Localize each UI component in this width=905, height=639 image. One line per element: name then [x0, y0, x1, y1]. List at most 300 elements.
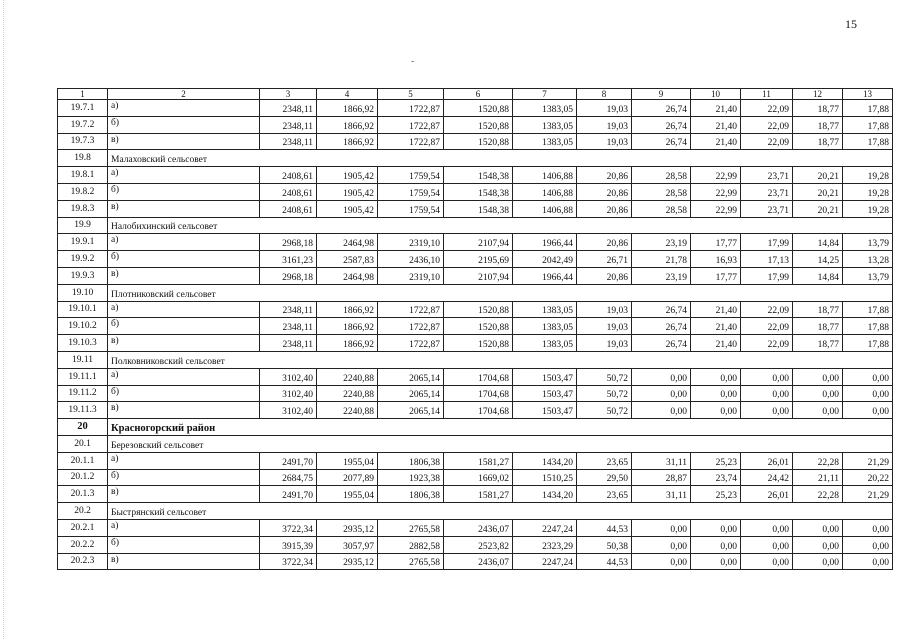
- value-cell: 2491,70: [260, 452, 317, 469]
- value-cell: 2491,70: [260, 486, 317, 503]
- value-cell: 26,74: [632, 301, 691, 318]
- value-cell: 0,00: [741, 402, 793, 419]
- table-row: [58, 368, 893, 385]
- value-cell: 18,77: [793, 116, 843, 133]
- value-cell: 23,65: [577, 452, 632, 469]
- column-header: 7: [513, 89, 577, 100]
- settlement-name: Малаховский сельсовет: [108, 150, 893, 167]
- value-cell: 23,71: [741, 167, 793, 184]
- value-cell: 3161,23: [260, 251, 317, 268]
- value-cell: 17,88: [843, 335, 893, 352]
- value-cell: 1383,05: [513, 301, 577, 318]
- value-cell: 1503,47: [513, 368, 577, 385]
- column-header: 11: [741, 89, 793, 100]
- row-id: 19.11.2: [58, 385, 108, 402]
- value-cell: 26,71: [577, 251, 632, 268]
- value-cell: 19,03: [577, 318, 632, 335]
- value-cell: 3722,34: [260, 519, 317, 536]
- row-subtype: б): [108, 469, 260, 486]
- value-cell: 1806,38: [378, 452, 444, 469]
- value-cell: 0,00: [843, 402, 893, 419]
- value-cell: 1434,20: [513, 486, 577, 503]
- value-cell: 2464,98: [317, 234, 378, 251]
- value-cell: 0,00: [843, 519, 893, 536]
- value-cell: 22,28: [793, 486, 843, 503]
- settlement-name: Быстрянский сельсовет: [108, 503, 893, 520]
- section-id: 20: [58, 419, 108, 436]
- value-cell: 2240,88: [317, 402, 378, 419]
- value-cell: 2436,10: [378, 251, 444, 268]
- value-cell: 1434,20: [513, 452, 577, 469]
- section-id: 19.8: [58, 150, 108, 167]
- value-cell: 0,00: [843, 368, 893, 385]
- value-cell: 19,03: [577, 116, 632, 133]
- value-cell: 22,09: [741, 100, 793, 117]
- value-cell: 1520,88: [444, 335, 513, 352]
- value-cell: 0,00: [741, 368, 793, 385]
- value-cell: 18,77: [793, 301, 843, 318]
- value-cell: 2436,07: [444, 553, 513, 570]
- value-cell: 3102,40: [260, 368, 317, 385]
- column-header: 6: [444, 89, 513, 100]
- value-cell: 2968,18: [260, 234, 317, 251]
- value-cell: 1722,87: [378, 335, 444, 352]
- value-cell: 0,00: [691, 402, 741, 419]
- value-cell: 2523,82: [444, 536, 513, 553]
- value-cell: 17,88: [843, 301, 893, 318]
- value-cell: 23,71: [741, 200, 793, 217]
- value-cell: 1866,92: [317, 335, 378, 352]
- table-row: [58, 519, 893, 536]
- row-id: 19.8.2: [58, 183, 108, 200]
- value-cell: 22,09: [741, 116, 793, 133]
- value-cell: 19,28: [843, 183, 893, 200]
- row-id: 19.11.1: [58, 368, 108, 385]
- value-cell: 31,11: [632, 486, 691, 503]
- value-cell: 2436,07: [444, 519, 513, 536]
- table-row: [58, 116, 893, 133]
- row-subtype: б): [108, 385, 260, 402]
- value-cell: 1966,44: [513, 267, 577, 284]
- value-cell: 2065,14: [378, 368, 444, 385]
- value-cell: 2042,49: [513, 251, 577, 268]
- row-subtype: а): [108, 301, 260, 318]
- value-cell: 1406,88: [513, 183, 577, 200]
- column-header: 4: [317, 89, 378, 100]
- value-cell: 2348,11: [260, 318, 317, 335]
- value-cell: 1759,54: [378, 183, 444, 200]
- value-cell: 2408,61: [260, 183, 317, 200]
- value-cell: 13,28: [843, 251, 893, 268]
- value-cell: 1866,92: [317, 318, 378, 335]
- value-cell: 21,29: [843, 486, 893, 503]
- section-row: [58, 351, 893, 368]
- value-cell: 1520,88: [444, 100, 513, 117]
- value-cell: 19,03: [577, 100, 632, 117]
- section-row: [58, 284, 893, 301]
- value-cell: 17,88: [843, 318, 893, 335]
- value-cell: 21,40: [691, 100, 741, 117]
- value-cell: 0,00: [741, 385, 793, 402]
- value-cell: 3057,97: [317, 536, 378, 553]
- value-cell: 21,78: [632, 251, 691, 268]
- table-row: [58, 267, 893, 284]
- district-name: Красногорский район: [108, 419, 893, 436]
- value-cell: 1520,88: [444, 301, 513, 318]
- row-id: 19.9.3: [58, 267, 108, 284]
- value-cell: 2935,12: [317, 519, 378, 536]
- value-cell: 2323,29: [513, 536, 577, 553]
- value-cell: 1383,05: [513, 133, 577, 150]
- settlement-name: Березовский сельсовет: [108, 435, 893, 452]
- value-cell: 22,09: [741, 318, 793, 335]
- row-id: 20.1.2: [58, 469, 108, 486]
- value-cell: 1581,27: [444, 452, 513, 469]
- row-subtype: а): [108, 167, 260, 184]
- value-cell: 1905,42: [317, 167, 378, 184]
- value-cell: 2065,14: [378, 385, 444, 402]
- row-id: 19.10.1: [58, 301, 108, 318]
- row-id: 19.8.1: [58, 167, 108, 184]
- row-subtype: а): [108, 368, 260, 385]
- value-cell: 1520,88: [444, 318, 513, 335]
- value-cell: 2935,12: [317, 553, 378, 570]
- value-cell: 20,22: [843, 469, 893, 486]
- table-row: [58, 167, 893, 184]
- value-cell: 25,23: [691, 486, 741, 503]
- row-subtype: в): [108, 486, 260, 503]
- row-id: 19.10.2: [58, 318, 108, 335]
- value-cell: 29,50: [577, 469, 632, 486]
- value-cell: 22,28: [793, 452, 843, 469]
- value-cell: 50,72: [577, 402, 632, 419]
- table-row: [58, 301, 893, 318]
- value-cell: 20,86: [577, 200, 632, 217]
- column-header: 12: [793, 89, 843, 100]
- value-cell: 18,77: [793, 100, 843, 117]
- value-cell: 0,00: [843, 553, 893, 570]
- table-row: [58, 234, 893, 251]
- row-id: 19.8.3: [58, 200, 108, 217]
- value-cell: 19,28: [843, 200, 893, 217]
- table-row: [58, 452, 893, 469]
- value-cell: 1669,02: [444, 469, 513, 486]
- value-cell: 0,00: [632, 385, 691, 402]
- page-number: 15: [845, 17, 857, 31]
- table-row: [58, 183, 893, 200]
- value-cell: 22,99: [691, 183, 741, 200]
- value-cell: 1966,44: [513, 234, 577, 251]
- value-cell: 1722,87: [378, 301, 444, 318]
- row-subtype: а): [108, 519, 260, 536]
- value-cell: 44,53: [577, 519, 632, 536]
- value-cell: 17,99: [741, 234, 793, 251]
- row-id: 19.10.3: [58, 335, 108, 352]
- column-header: 9: [632, 89, 691, 100]
- value-cell: 17,88: [843, 133, 893, 150]
- value-cell: 1548,38: [444, 167, 513, 184]
- table-row: [58, 469, 893, 486]
- value-cell: 2684,75: [260, 469, 317, 486]
- value-cell: 1704,68: [444, 402, 513, 419]
- value-cell: 21,40: [691, 301, 741, 318]
- value-cell: 0,00: [691, 519, 741, 536]
- value-cell: 1406,88: [513, 200, 577, 217]
- value-cell: 2464,98: [317, 267, 378, 284]
- value-cell: 0,00: [632, 536, 691, 553]
- value-cell: 1923,38: [378, 469, 444, 486]
- value-cell: 1520,88: [444, 116, 513, 133]
- value-cell: 2968,18: [260, 267, 317, 284]
- value-cell: 2247,24: [513, 519, 577, 536]
- value-cell: 19,03: [577, 335, 632, 352]
- row-subtype: б): [108, 318, 260, 335]
- section-id: 19.11: [58, 351, 108, 368]
- section-id: 19.10: [58, 284, 108, 301]
- value-cell: 1806,38: [378, 486, 444, 503]
- value-cell: 31,11: [632, 452, 691, 469]
- value-cell: 20,86: [577, 234, 632, 251]
- value-cell: 1955,04: [317, 452, 378, 469]
- value-cell: 17,77: [691, 234, 741, 251]
- value-cell: 1905,42: [317, 183, 378, 200]
- value-cell: 1955,04: [317, 486, 378, 503]
- row-id: 19.7.2: [58, 116, 108, 133]
- row-id: 19.7.1: [58, 100, 108, 117]
- value-cell: 1503,47: [513, 402, 577, 419]
- section-id: 20.1: [58, 435, 108, 452]
- section-row: [58, 217, 893, 234]
- row-id: 19.9.1: [58, 234, 108, 251]
- value-cell: 2348,11: [260, 133, 317, 150]
- table-row: [58, 318, 893, 335]
- column-header: 13: [843, 89, 893, 100]
- value-cell: 22,99: [691, 167, 741, 184]
- value-cell: 20,86: [577, 183, 632, 200]
- value-cell: 20,21: [793, 183, 843, 200]
- value-cell: 50,38: [577, 536, 632, 553]
- row-subtype: в): [108, 133, 260, 150]
- value-cell: 0,00: [632, 553, 691, 570]
- value-cell: 17,88: [843, 100, 893, 117]
- value-cell: 28,58: [632, 167, 691, 184]
- row-subtype: в): [108, 553, 260, 570]
- value-cell: 19,03: [577, 133, 632, 150]
- row-id: 20.1.3: [58, 486, 108, 503]
- table-row: [58, 335, 893, 352]
- value-cell: 0,00: [793, 536, 843, 553]
- value-cell: 21,40: [691, 133, 741, 150]
- value-cell: 26,74: [632, 133, 691, 150]
- value-cell: 19,28: [843, 167, 893, 184]
- value-cell: 26,74: [632, 100, 691, 117]
- value-cell: 2240,88: [317, 385, 378, 402]
- value-cell: 22,09: [741, 335, 793, 352]
- value-cell: 2319,10: [378, 267, 444, 284]
- value-cell: 1383,05: [513, 335, 577, 352]
- value-cell: 2408,61: [260, 200, 317, 217]
- value-cell: 0,00: [741, 536, 793, 553]
- value-cell: 1722,87: [378, 133, 444, 150]
- value-cell: 1520,88: [444, 133, 513, 150]
- value-cell: 17,77: [691, 267, 741, 284]
- column-header: 8: [577, 89, 632, 100]
- value-cell: 1722,87: [378, 116, 444, 133]
- value-cell: 44,53: [577, 553, 632, 570]
- value-cell: 1866,92: [317, 301, 378, 318]
- value-cell: 0,00: [793, 402, 843, 419]
- value-cell: 1722,87: [378, 318, 444, 335]
- row-id: 20.2.2: [58, 536, 108, 553]
- column-header: 2: [108, 89, 260, 100]
- value-cell: 21,40: [691, 318, 741, 335]
- value-cell: 23,65: [577, 486, 632, 503]
- value-cell: 1503,47: [513, 385, 577, 402]
- settlement-name: Плотниковский сельсовет: [108, 284, 893, 301]
- row-id: 19.9.2: [58, 251, 108, 268]
- value-cell: 1704,68: [444, 368, 513, 385]
- row-subtype: б): [108, 536, 260, 553]
- value-cell: 2348,11: [260, 116, 317, 133]
- value-cell: 23,74: [691, 469, 741, 486]
- value-cell: 0,00: [632, 402, 691, 419]
- row-id: 20.2.1: [58, 519, 108, 536]
- value-cell: 26,74: [632, 318, 691, 335]
- value-cell: 2587,83: [317, 251, 378, 268]
- value-cell: 2065,14: [378, 402, 444, 419]
- value-cell: 0,00: [741, 519, 793, 536]
- value-cell: 22,09: [741, 301, 793, 318]
- value-cell: 14,84: [793, 267, 843, 284]
- row-subtype: б): [108, 116, 260, 133]
- table-row: [58, 536, 893, 553]
- value-cell: 2408,61: [260, 167, 317, 184]
- value-cell: 0,00: [691, 536, 741, 553]
- value-cell: 20,21: [793, 200, 843, 217]
- value-cell: 17,88: [843, 116, 893, 133]
- value-cell: 19,03: [577, 301, 632, 318]
- value-cell: 16,93: [691, 251, 741, 268]
- row-subtype: а): [108, 452, 260, 469]
- value-cell: 28,87: [632, 469, 691, 486]
- value-cell: 13,79: [843, 267, 893, 284]
- column-header: 5: [378, 89, 444, 100]
- row-subtype: в): [108, 335, 260, 352]
- value-cell: 0,00: [843, 385, 893, 402]
- value-cell: 2107,94: [444, 234, 513, 251]
- value-cell: 0,00: [793, 385, 843, 402]
- district-row: [58, 419, 893, 436]
- section-row: [58, 503, 893, 520]
- value-cell: 1866,92: [317, 116, 378, 133]
- value-cell: 21,40: [691, 116, 741, 133]
- value-cell: 0,00: [691, 385, 741, 402]
- column-header: 1: [58, 89, 108, 100]
- value-cell: 3102,40: [260, 385, 317, 402]
- value-cell: 23,19: [632, 267, 691, 284]
- value-cell: 2195,69: [444, 251, 513, 268]
- value-cell: 17,13: [741, 251, 793, 268]
- value-cell: 0,00: [793, 553, 843, 570]
- value-cell: 50,72: [577, 385, 632, 402]
- value-cell: 18,77: [793, 318, 843, 335]
- value-cell: 14,84: [793, 234, 843, 251]
- value-cell: 0,00: [843, 536, 893, 553]
- page-edge-line: [3, 0, 4, 639]
- row-subtype: в): [108, 200, 260, 217]
- table-row: [58, 385, 893, 402]
- value-cell: 28,58: [632, 183, 691, 200]
- value-cell: 20,86: [577, 267, 632, 284]
- value-cell: 26,74: [632, 116, 691, 133]
- table-row: [58, 133, 893, 150]
- value-cell: 26,01: [741, 452, 793, 469]
- value-cell: 2765,58: [378, 519, 444, 536]
- tariff-table: [57, 88, 893, 570]
- value-cell: 3915,39: [260, 536, 317, 553]
- value-cell: 50,72: [577, 368, 632, 385]
- row-id: 19.11.3: [58, 402, 108, 419]
- value-cell: 1383,05: [513, 116, 577, 133]
- value-cell: 2765,58: [378, 553, 444, 570]
- header-mark: -: [411, 56, 415, 67]
- header-row: [58, 89, 893, 100]
- value-cell: 22,09: [741, 133, 793, 150]
- value-cell: 1581,27: [444, 486, 513, 503]
- table-row: [58, 553, 893, 570]
- value-cell: 2348,11: [260, 335, 317, 352]
- value-cell: 14,25: [793, 251, 843, 268]
- value-cell: 23,19: [632, 234, 691, 251]
- table-row: [58, 486, 893, 503]
- value-cell: 1548,38: [444, 183, 513, 200]
- value-cell: 28,58: [632, 200, 691, 217]
- row-id: 19.7.3: [58, 133, 108, 150]
- value-cell: 0,00: [793, 368, 843, 385]
- value-cell: 26,01: [741, 486, 793, 503]
- row-subtype: б): [108, 251, 260, 268]
- row-id: 20.1.1: [58, 452, 108, 469]
- value-cell: 2348,11: [260, 301, 317, 318]
- value-cell: 1722,87: [378, 100, 444, 117]
- value-cell: 1905,42: [317, 200, 378, 217]
- value-cell: 13,79: [843, 234, 893, 251]
- value-cell: 17,99: [741, 267, 793, 284]
- value-cell: 0,00: [632, 519, 691, 536]
- value-cell: 23,71: [741, 183, 793, 200]
- value-cell: 18,77: [793, 335, 843, 352]
- row-id: 20.2.3: [58, 553, 108, 570]
- value-cell: 2882,58: [378, 536, 444, 553]
- value-cell: 1510,25: [513, 469, 577, 486]
- section-row: [58, 435, 893, 452]
- value-cell: 3722,34: [260, 553, 317, 570]
- settlement-name: Налобихинский сельсовет: [108, 217, 893, 234]
- table-row: [58, 100, 893, 117]
- value-cell: 21,11: [793, 469, 843, 486]
- value-cell: 18,77: [793, 133, 843, 150]
- value-cell: 20,86: [577, 167, 632, 184]
- column-header: 3: [260, 89, 317, 100]
- table-row: [58, 200, 893, 217]
- value-cell: 0,00: [741, 553, 793, 570]
- value-cell: 1866,92: [317, 100, 378, 117]
- value-cell: 2077,89: [317, 469, 378, 486]
- value-cell: 1704,68: [444, 385, 513, 402]
- value-cell: 1383,05: [513, 318, 577, 335]
- table-row: [58, 402, 893, 419]
- section-id: 19.9: [58, 217, 108, 234]
